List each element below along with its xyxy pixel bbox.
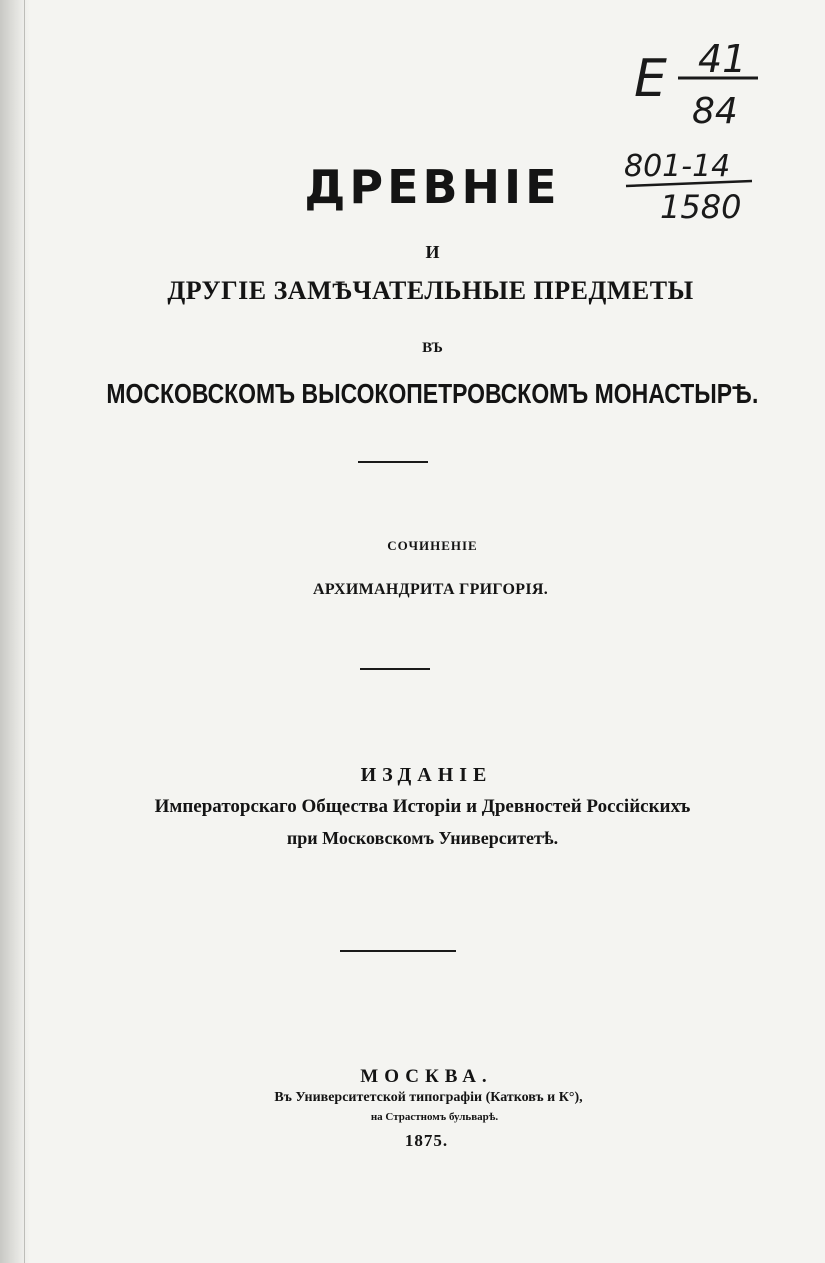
imprint-address: на Страстномъ бульварѣ. [370, 1111, 499, 1123]
title-conjunction: И [425, 242, 440, 262]
edition-publisher-affiliation: при Московскомъ Университетѣ. [286, 828, 559, 848]
title-second-line: ДРУГІЕ ЗАМѢЧАТЕЛЬНЫЕ ПРЕДМЕТЫ [167, 276, 694, 305]
divider-rule [340, 950, 456, 952]
divider-rule [360, 668, 430, 670]
imprint-year: 1875. [404, 1131, 449, 1150]
imprint-press: Въ Университетской типографіи (Катковъ и К°), [274, 1090, 583, 1105]
handwritten-shelfmark [620, 18, 770, 228]
author-name: АРХИМАНДРИТА ГРИГОРІЯ. [312, 581, 548, 598]
shelfmark-denominator: 84 [692, 91, 738, 132]
edition-label: ИЗДАНІЕ [360, 764, 493, 786]
divider-rule [358, 461, 428, 463]
shelfmark-line2: 801-14 [624, 149, 731, 184]
shelfmark-line3: 1580 [660, 188, 742, 226]
work-label: СОЧИНЕНІЕ [387, 538, 478, 553]
title-preposition: ВЪ [422, 340, 443, 356]
imprint-city: МОСКВА. [360, 1066, 493, 1087]
shelfmark-numerator: 41 [698, 37, 747, 81]
shelfmark-letter: Е [634, 49, 667, 109]
title-place: МОСКОВСКОМЪ ВЫСОКОПЕТРОВСКОМЪ МОНАСТЫРѢ. [106, 378, 759, 409]
edition-publisher: Императорскаго Общества Исторіи и Древностей Россійскихъ [154, 796, 691, 817]
bleed-through-text [20, 615, 825, 632]
bleed-through-text [44, 594, 825, 611]
title-main: ДРЕВНІЕ [304, 160, 561, 214]
